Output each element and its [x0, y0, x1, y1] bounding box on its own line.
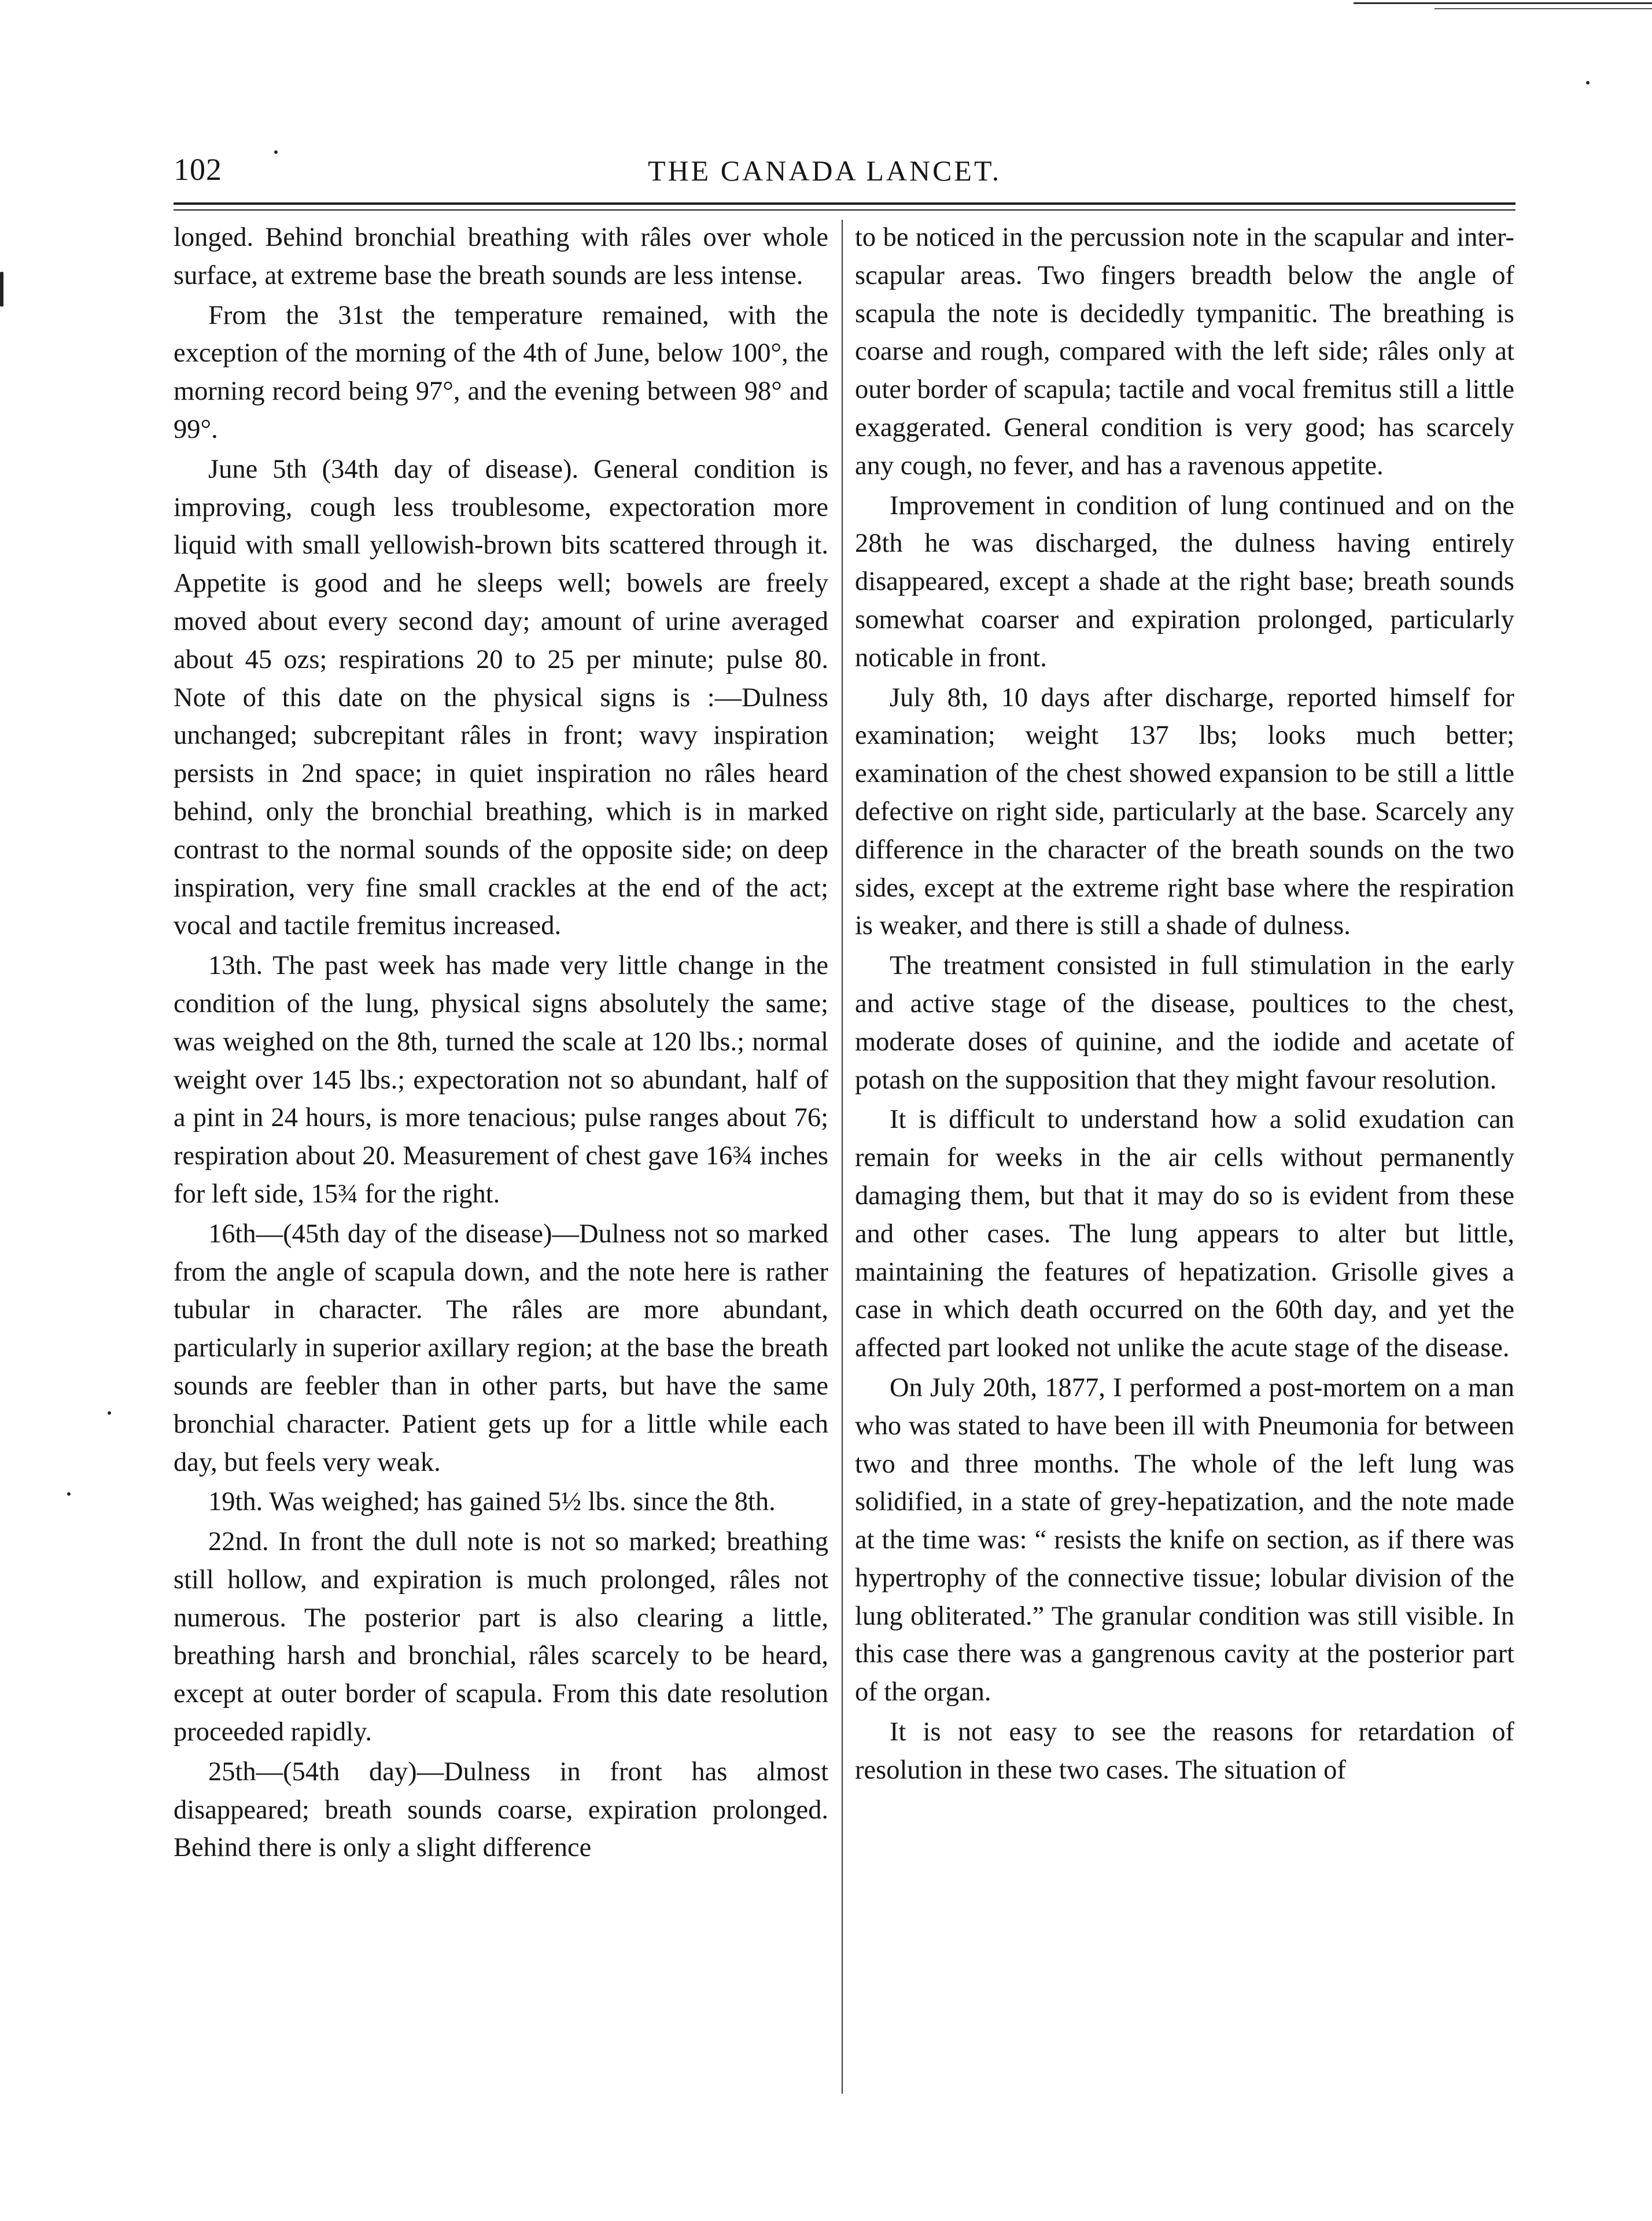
header-rule-thick: [174, 202, 1515, 205]
paragraph: From the 31st the temperature remained, with the exception of the morning of the 4th of June, below 100°, the morning record being 97°, and the evening between 98° and 99°.: [174, 300, 828, 444]
right-column: [855, 219, 1514, 1791]
paragraph: 13th. The past week has made very little change in the condition of the lung, physical signs absolutely the same; was weighed on the 8th, turned the scale at 120 lbs.; normal weight over 145 lbs.; expectoration not so abundant, half of a pint in 24 hours, is more tenacious; pulse ranges about 76; respiration about 20. Measurement of chest gave 16¾ inches for left side, 15¾ for the right.: [174, 951, 828, 1209]
paragraph: 22nd. In front the dull note is not so marked; breathing still hollow, and expiration is much prolonged, râles not numerous. The posterior part is also clearing a little, breathing harsh and bronchial, râles scarcely to be heard, except at outer border of scapula. From this date resolution proceeded rapidly.: [174, 1527, 828, 1747]
left-column: [174, 219, 828, 1869]
paragraph: 19th. Was weighed; has gained 5½ lbs. since the 8th.: [208, 1487, 776, 1517]
top-edge-rule: [1354, 2, 1652, 4]
paragraph: July 8th, 10 days after discharge, reported himself for examination; weight 137 lbs; looks much better; examination of the chest showed expansion to be still a little defective on right side, particularly at the base. Scarcely any difference in the character of the breath sounds on the two sides, except at the extreme right base where the respiration is weaker, and there is still a shade of dulness.: [855, 682, 1514, 941]
page-number: 102: [174, 152, 222, 187]
paragraph: longed. Behind bronchial breathing with râles over whole surface, at extreme base the breath sounds are less intense.: [174, 223, 828, 290]
page-header: [174, 152, 1515, 198]
scan-speck: [0, 272, 3, 307]
journal-title: THE CANADA LANCET.: [648, 154, 1002, 187]
column-divider: [842, 220, 843, 2094]
paragraph: 25th—(54th day)—Dulness in front has almost disappeared; breath sounds coarse, expiration prolonged. Behind there is only a slight difference: [174, 1757, 828, 1863]
header-rule-thin: [174, 209, 1515, 211]
paragraph: 16th—(45th day of the disease)—Dulness not so marked from the angle of scapula down, and the note here is rather tubular in character. The râles are more abundant, particularly in superior axillary region; at the base the breath sounds are feebler than in other parts, but have the same bronchial character. Patient gets up for a little while each day, but feels very weak.: [174, 1219, 828, 1477]
scan-speck: [108, 1411, 111, 1415]
paragraph: The treatment consisted in full stimulation in the early and active stage of the disease, poultices to the chest, moderate doses of quinine, and the iodide and acetate of potash on the supposition that they might favour resolution.: [855, 951, 1514, 1095]
scan-speck: [274, 150, 278, 154]
scan-speck: [1586, 81, 1590, 84]
paragraph: June 5th (34th day of disease). General condition is improving, cough less troublesome, expectoration more liquid with small yellowish-brown bits scattered through it. Appetite is good and he sleeps well; bowels are freely moved about every second day; amount of urine averaged about 45 ozs; respirations 20 to 25 per minute; pulse 80. Note of this date on the physical signs is :—Dulness unchanged; subcrepitant râles in front; wavy inspiration persists in 2nd space; in quiet inspiration no râles heard behind, only the bronchial breathing, which is in marked contrast to the normal sounds of the opposite side; on deep inspiration, very fine small crackles at the end of the act; vocal and tactile fremitus increased.: [174, 454, 828, 941]
paragraph: Improvement in condition of lung continued and on the 28th he was discharged, the dulness having entirely disappeared, except a shade at the right base; breath sounds somewhat coarser and expiration prolonged, particularly noticable in front.: [855, 490, 1514, 673]
scan-speck: [67, 1492, 71, 1496]
top-edge-rule-secondary: [1435, 8, 1652, 9]
paragraph: to be noticed in the percussion note in the scapular and inter-scapular areas. Two fingers breadth below the angle of scapula the note is decidedly tympanitic. The breathing is coarse and rough, compared with the left side; râles only at outer border of scapula; tactile and vocal fremitus still a little exaggerated. General condition is very good; has scarcely any cough, no fever, and has a ravenous appetite.: [855, 223, 1514, 481]
paragraph: On July 20th, 1877, I performed a post-mortem on a man who was stated to have been ill with Pneumonia for between two and three months. The whole of the left lung was solidified, in a state of grey-hepatization, and the note made at the time was: “ resists the knife on section, as if there was hypertrophy of the connective tissue; lobular division of the lung obliterated.” The granular condition was still visible. In this case there was a gangrenous cavity at the posterior part of the organ.: [855, 1373, 1514, 1707]
paragraph: It is difficult to understand how a solid exudation can remain for weeks in the air cells without permanently damaging them, but that it may do so is evident from these and other cases. The lung appears to alter but little, maintaining the features of hepatization. Grisolle gives a case in which death occurred on the 60th day, and yet the affected part looked not unlike the acute stage of the disease.: [855, 1105, 1514, 1363]
paragraph: It is not easy to see the reasons for retardation of resolution in these two cases. The situation of: [855, 1717, 1514, 1785]
